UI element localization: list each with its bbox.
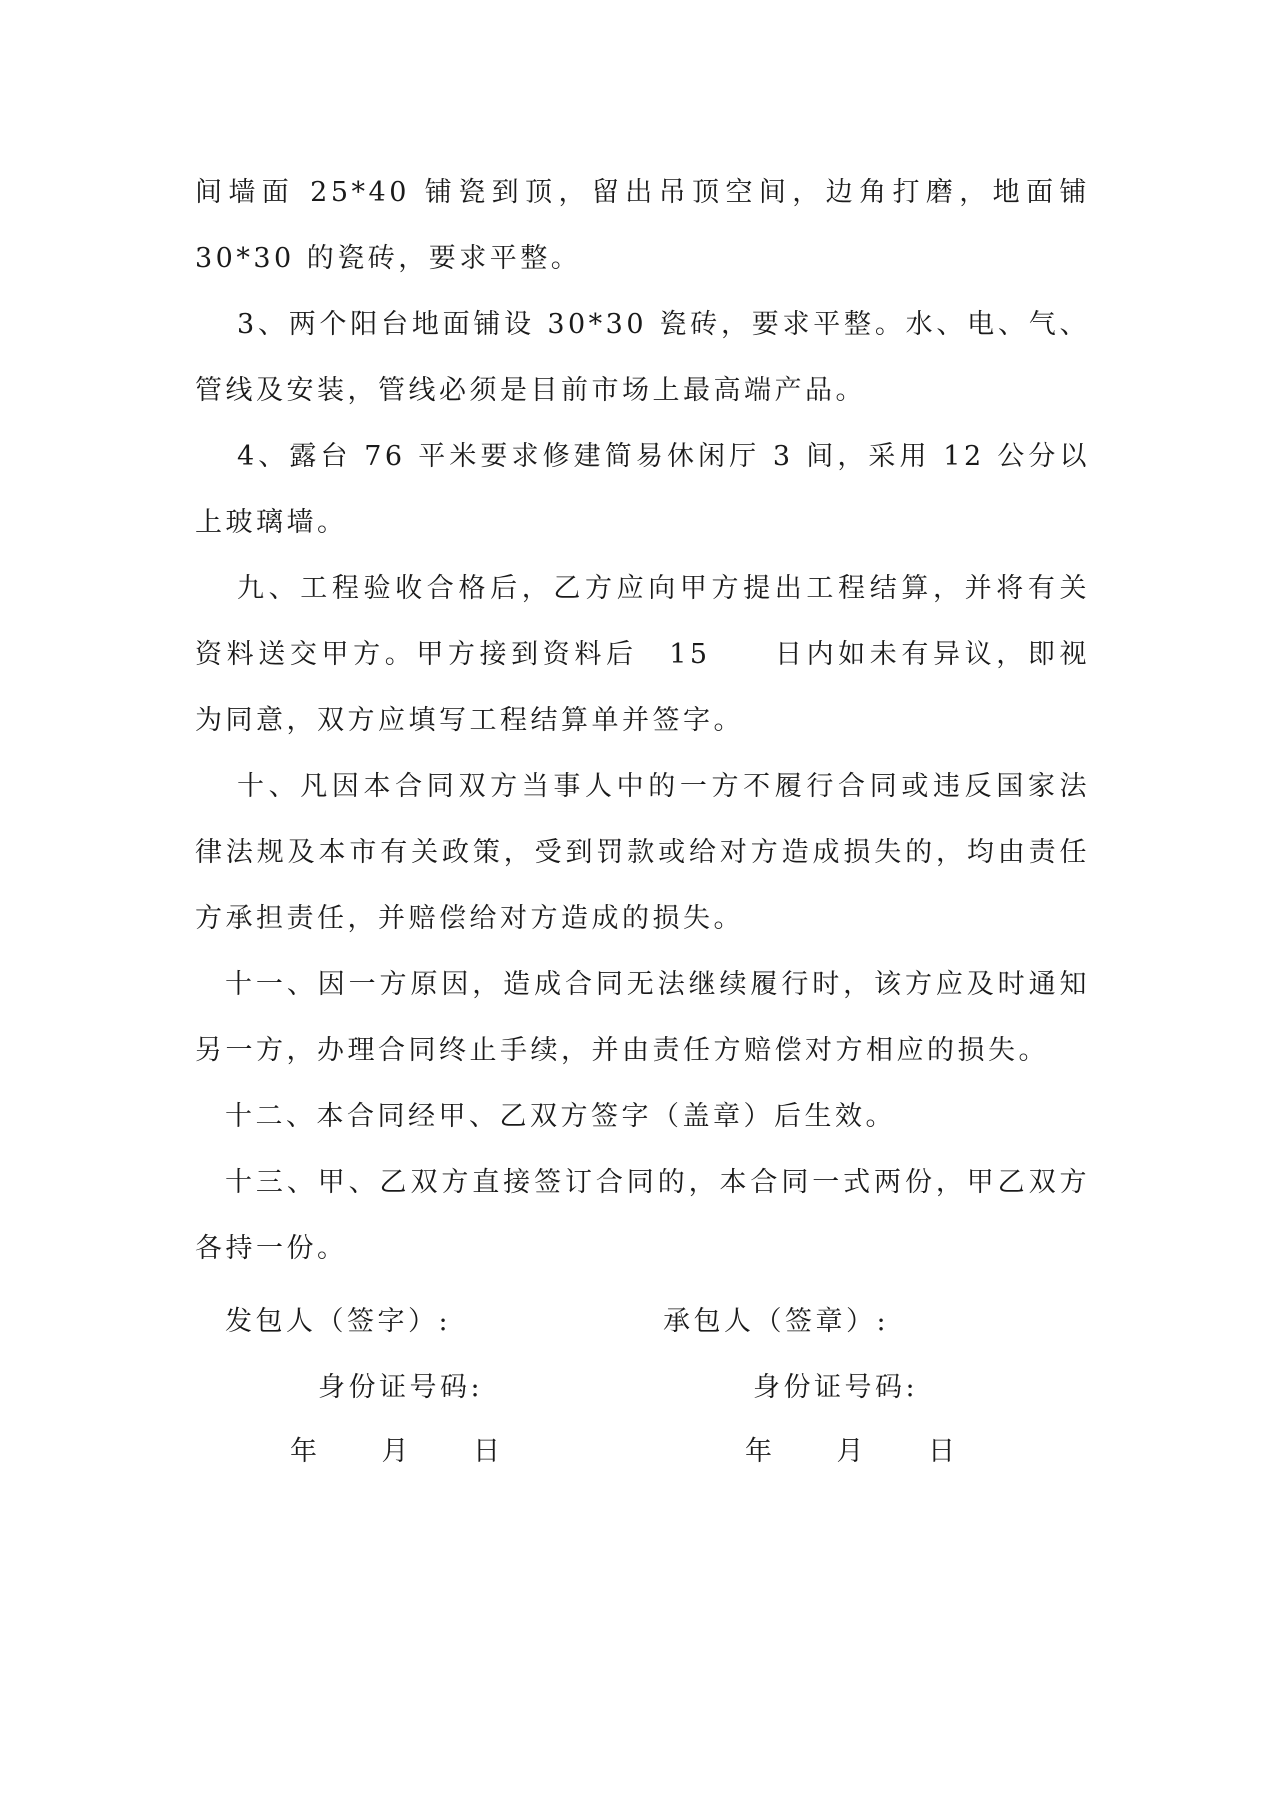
party-a-signature-label: 发包人（签字）: [225, 1306, 452, 1337]
paragraph-clause-10-liability: 十、凡因本合同双方当事人中的一方不履行合同或违反国家法律法规及本市有关政策，受到罚款或给对方造成损失的，均由责任方承担责任，并赔偿给对方造成的损失。 [195, 771, 1090, 934]
party-a-id-label: 身份证号码: [318, 1372, 484, 1403]
party-b-date: 年 月 日 [745, 1436, 959, 1467]
paragraph-clause-9-settlement: 九、工程验收合格后，乙方应向甲方提出工程结算，并将有关资料送交甲方。甲方接到资料后 15 日内如未有异议，即视为同意，双方应填写工程结算单并签字。 [195, 573, 1090, 736]
paragraph-item-4-terrace: 4、露台 76 平米要求修建简易休闲厅 3 间，采用 12 公分以上玻璃墙。 [195, 441, 1090, 538]
paragraph-tile-continuation: 间墙面 25*40 铺瓷到顶，留出吊顶空间，边角打磨，地面铺 30*30 的瓷砖，要求平整。 [195, 177, 1090, 274]
paragraph-clause-11-termination: 十一、因一方原因，造成合同无法继续履行时，该方应及时通知另一方，办理合同终止手续，并由责任方赔偿对方相应的损失。 [195, 969, 1090, 1066]
paragraph-item-3-balcony: 3、两个阳台地面铺设 30*30 瓷砖，要求平整。水、电、气、管线及安装，管线必须是目前市场上最高端产品。 [195, 309, 1090, 406]
party-b-signature-label: 承包人（签章）: [663, 1306, 890, 1337]
paragraph-clause-13-copies: 十三、甲、乙双方直接签订合同的，本合同一式两份，甲乙双方各持一份。 [195, 1167, 1090, 1264]
party-b-id-label: 身份证号码: [753, 1372, 919, 1403]
party-a-date: 年 月 日 [290, 1436, 504, 1467]
contract-body [195, 160, 1090, 1282]
paragraph-clause-12-effective: 十二、本合同经甲、乙双方签字（盖章）后生效。 [225, 1101, 896, 1132]
